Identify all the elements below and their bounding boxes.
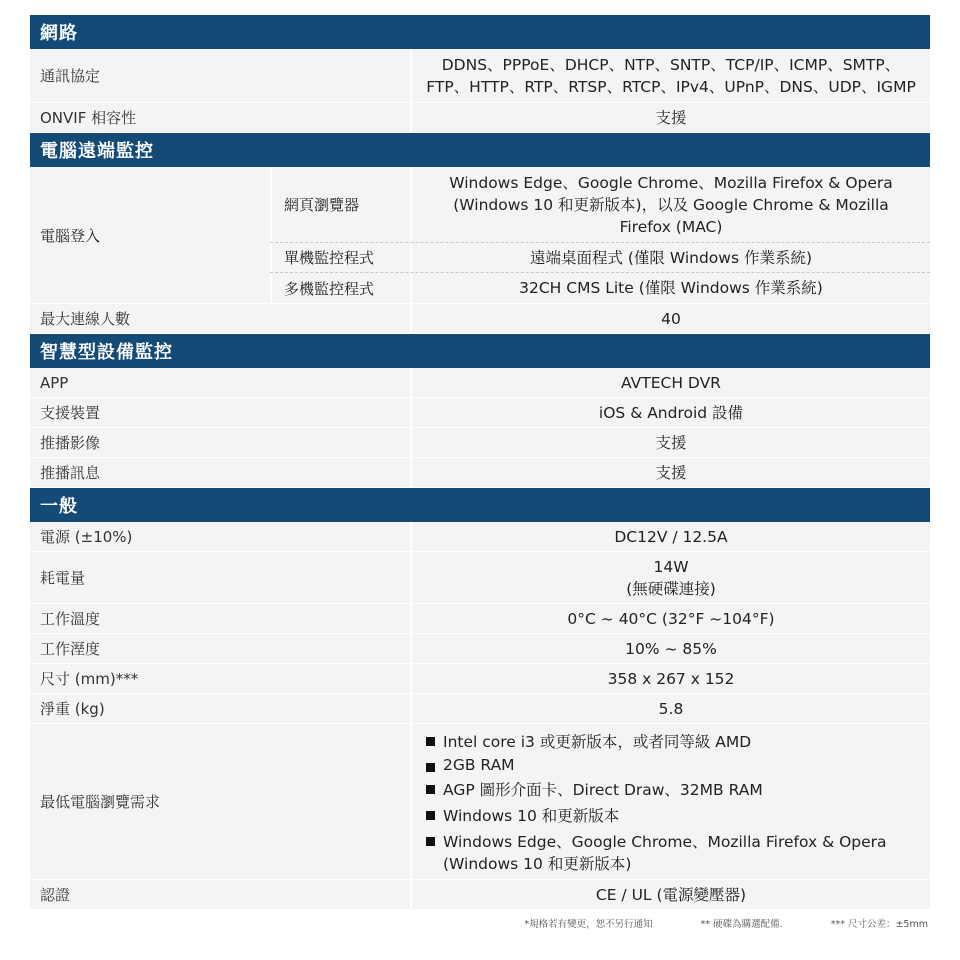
row-label: 支援裝置: [40, 404, 101, 422]
row-value: 支援: [410, 458, 930, 487]
subrow-label: 網頁瀏覽器: [270, 167, 410, 242]
protocol-line-2: FTP、HTTP、RTP、RTSP、RTCP、IPv4、UPnP、DNS、UDP、IGMP: [426, 77, 916, 96]
pc-login-subrows: [270, 167, 930, 303]
subrow-value: 遠端桌面程式 (僅限 Windows 作業系統): [410, 243, 930, 272]
footnote-1: *規格若有變更，恕不另行通知: [524, 919, 653, 930]
section-title: 智慧型設備監控: [40, 342, 173, 363]
row-onvif: [30, 103, 930, 133]
row-label: 工作溼度: [40, 640, 101, 658]
row-min-pc-requirements: [30, 724, 930, 880]
row-value: [410, 552, 930, 603]
consumption-line-2: (無硬碟連接): [626, 579, 716, 598]
subrow-value: [410, 167, 930, 242]
subrow-browser: [270, 167, 930, 243]
subrow-label: 多機監控程式: [270, 273, 410, 303]
bullet-square-icon: [426, 811, 435, 820]
protocol-line-1: DDNS、PPPoE、DHCP、NTP、SNTP、TCP/IP、ICMP、SMTP、: [441, 55, 901, 74]
row-max-connections: [30, 304, 930, 334]
list-item-text: 2GB RAM: [443, 756, 515, 774]
row-label: ONVIF 相容性: [40, 109, 137, 127]
row-value: 支援: [410, 103, 930, 132]
list-item: [426, 804, 930, 826]
bullet-square-icon: [426, 785, 435, 794]
subrow-label: 單機監控程式: [270, 243, 410, 272]
row-label: APP: [40, 373, 69, 392]
footnote-2: ** 硬碟為購選配備.: [700, 919, 783, 930]
footnotes: [30, 916, 930, 930]
consumption-line-1: 14W: [653, 557, 689, 576]
row-power: [30, 522, 930, 552]
row-value: AVTECH DVR: [410, 368, 930, 397]
row-dimensions: [30, 664, 930, 694]
footnote-3: *** 尺寸公差：±5mm: [830, 919, 928, 930]
row-label: 耗電量: [40, 569, 86, 587]
list-item-text: Windows 10 和更新版本: [443, 807, 620, 825]
row-operating-humidity: [30, 634, 930, 664]
row-label: 電源 (±10%): [40, 528, 133, 546]
subrow-value: 32CH CMS Lite (僅限 Windows 作業系統): [410, 273, 930, 303]
row-protocol: [30, 49, 930, 103]
row-push-message: [30, 458, 930, 488]
subrow-multi-monitor: [270, 273, 930, 303]
row-value: 10% ~ 85%: [410, 634, 930, 663]
section-smart-device-header: [30, 334, 930, 368]
row-app: [30, 368, 930, 398]
list-item: [426, 730, 930, 752]
bullet-square-icon: [426, 763, 435, 772]
row-value: iOS & Android 設備: [410, 398, 930, 427]
row-label: 認證: [40, 886, 71, 904]
row-value: CE / UL (電源變壓器): [410, 880, 930, 909]
row-label: 最大連線人數: [40, 310, 131, 328]
row-net-weight: [30, 694, 930, 724]
row-label: 工作溫度: [40, 610, 101, 628]
row-label: 淨重 (kg): [40, 700, 105, 718]
section-pc-remote-header: [30, 133, 930, 167]
row-value: [410, 49, 930, 102]
list-item-text-multiline: [443, 830, 887, 874]
bullet-square-icon: [426, 737, 435, 746]
bullet-square-icon: [426, 837, 435, 846]
row-value: 5.8: [410, 694, 930, 723]
row-supported-devices: [30, 398, 930, 428]
row-value: 358 x 267 x 152: [410, 664, 930, 693]
section-title: 網路: [40, 23, 78, 44]
row-power-consumption: [30, 552, 930, 604]
row-certification: [30, 880, 930, 910]
section-general-header: [30, 488, 930, 522]
row-value: DC12V / 12.5A: [410, 522, 930, 551]
spec-sheet: [30, 15, 930, 930]
list-item-text: AGP 圖形介面卡、Direct Draw、32MB RAM: [443, 781, 763, 799]
list-item: [426, 830, 930, 874]
row-label: 電腦登入: [40, 226, 101, 245]
subrow-single-monitor: [270, 243, 930, 273]
list-item-text: Windows Edge、Google Chrome、Mozilla Firefox & Opera: [443, 833, 887, 851]
list-item: [426, 778, 930, 800]
row-pc-login: [30, 167, 930, 304]
list-item-text-line2: (Windows 10 和更新版本): [443, 855, 632, 873]
section-network-header: [30, 15, 930, 49]
requirements-list: [410, 724, 930, 879]
browser-line-2: (Windows 10 和更新版本)，以及 Google Chrome & Mozilla: [453, 195, 889, 214]
row-operating-temp: [30, 604, 930, 634]
section-title: 電腦遠端監控: [40, 141, 154, 162]
row-push-video: [30, 428, 930, 458]
row-value: 0°C ~ 40°C (32°F ~104°F): [410, 604, 930, 633]
list-item-text: Intel core i3 或更新版本，或者同等級 AMD: [443, 733, 752, 751]
row-value: 40: [410, 304, 930, 333]
row-label: 推播訊息: [40, 464, 101, 482]
list-item: [426, 756, 930, 774]
browser-line-1: Windows Edge、Google Chrome、Mozilla Firefox & Opera: [449, 173, 893, 192]
row-label: 推播影像: [40, 434, 101, 452]
row-label: 尺寸 (mm)***: [40, 670, 139, 688]
row-label: 最低電腦瀏覽需求: [40, 793, 161, 811]
row-label: 通訊協定: [40, 67, 101, 85]
row-value: 支援: [410, 428, 930, 457]
browser-line-3: Firefox (MAC): [619, 217, 723, 236]
section-title: 一般: [40, 496, 78, 517]
